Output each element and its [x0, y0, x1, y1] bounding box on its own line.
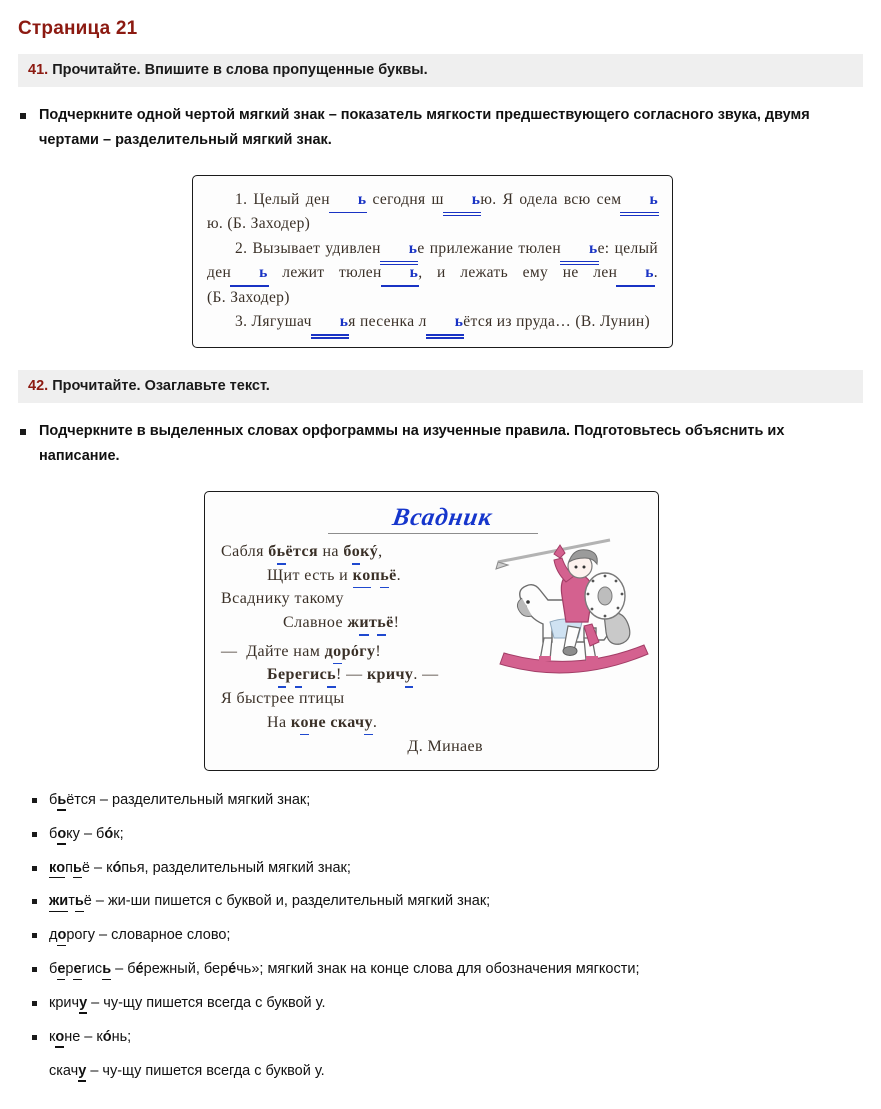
- square-bullet-icon: [20, 113, 26, 119]
- answer-text: кричу – чу-щу пишется всегда с буквой у.: [49, 994, 326, 1011]
- soft-sign-double: ь: [621, 188, 658, 212]
- exercise-42-instruction: [18, 419, 863, 469]
- square-bullet-icon: [32, 1035, 37, 1040]
- exercise-41-answer-box: [192, 175, 673, 348]
- poem-line-8: На коне скачу.: [221, 711, 489, 735]
- square-bullet-icon: [32, 967, 37, 972]
- soft-sign-double: ь: [427, 310, 464, 334]
- poem-line-3: Всаднику такому: [221, 590, 344, 608]
- page-title: Страница 21: [18, 18, 138, 39]
- soft-sign-double: ь: [561, 237, 598, 261]
- list-item: [18, 791, 863, 810]
- soft-sign-single: ь: [330, 188, 367, 212]
- soft-sign-double: ь: [381, 237, 418, 261]
- answer-text: скачу – чу-щу пишется всегда с буквой у.: [49, 1062, 325, 1079]
- sentence-3: 3. Лягушач ья песенка л ьётся из пруда… (В. Лунин): [207, 310, 658, 334]
- soft-sign-single: ь: [382, 261, 419, 285]
- square-bullet-icon: [32, 832, 37, 837]
- poem-line-6: Берегись! — кричу. —: [221, 663, 489, 687]
- exercise-42-header-band: [18, 370, 863, 403]
- list-item: [18, 960, 863, 979]
- square-bullet-icon: [32, 933, 37, 938]
- poem-author: Д. Минаев: [407, 738, 483, 756]
- list-item: [18, 1062, 863, 1081]
- exercise-42-header-text: Прочитайте. Озаглавьте текст.: [52, 377, 270, 394]
- exercise-41-instruction: [18, 103, 863, 153]
- exercise-42-poem-box: [204, 491, 659, 771]
- square-bullet-icon: [32, 899, 37, 904]
- rocking-horse-knight-icon: [492, 534, 652, 684]
- list-item: [18, 825, 863, 844]
- answer-text: берегись – бéрежный, берéчь»; мягкий знак на конце слова для обозначения мягкости;: [49, 961, 640, 978]
- answer-text: коне – кóнь;: [49, 1028, 132, 1045]
- square-bullet-icon: [32, 866, 37, 871]
- square-bullet-icon: [32, 798, 37, 803]
- list-item: [18, 994, 863, 1013]
- answer-text: дорогу – словарное слово;: [49, 927, 231, 944]
- exercise-41-instruction-text: Подчеркните одной чертой мягкий знак – показатель мягкости предшествующего согласного звука, двумя чертами – разделительный мягкий знак.: [39, 107, 810, 149]
- answers-list: [18, 791, 863, 1081]
- list-item: [18, 1028, 863, 1047]
- soft-sign-double: ь: [444, 188, 481, 212]
- square-bullet-icon: [32, 1001, 37, 1006]
- sentence-1: 1. Целый ден ь сегодня ш ью. Я одела всю сем ью. (Б. Заходер): [207, 188, 658, 237]
- answer-text: боку – бóк;: [49, 825, 124, 842]
- square-bullet-spacer: [32, 1069, 37, 1074]
- square-bullet-icon: [20, 429, 26, 435]
- poem-body: [221, 540, 489, 759]
- soft-sign-single: ь: [231, 261, 268, 285]
- list-item: [18, 859, 863, 878]
- poem-title: Всадник: [390, 503, 495, 531]
- answer-text: бьётся – разделительный мягкий знак;: [49, 791, 311, 808]
- sentence-2: 2. Вызывает удивлен ье прилежание тюлен ье: целый ден ь лежит тюлен ь, и лежать ему не лен ь. (Б. Заходер): [207, 237, 658, 310]
- soft-sign-single: ь: [617, 261, 654, 285]
- poem-line-1: Сабля бьётся на бокý,: [221, 540, 489, 564]
- list-item: [18, 926, 863, 945]
- poem-line-5: — Дайте нам дорóгу!: [221, 640, 489, 664]
- exercise-41-header-text: Прочитайте. Впишите в слова пропущенные буквы.: [52, 62, 428, 78]
- poem-line-4: Славное житьё!: [221, 611, 489, 635]
- answer-text: житьё – жи-ши пишется с буквой и, разделительный мягкий знак;: [49, 893, 491, 910]
- exercise-41-number: 41.: [28, 62, 49, 78]
- exercise-42-instruction-text: Подчеркните в выделенных словах орфограммы на изученные правила. Подготовьтесь объяснить их написание.: [39, 423, 785, 464]
- exercise-42-number: 42.: [28, 377, 49, 394]
- poem-line-2: Щит есть и копьё.: [221, 564, 489, 588]
- list-item: [18, 892, 863, 911]
- poem-line-7: Я быстрее птицы: [221, 689, 345, 707]
- answer-text: копьё – кóпья, разделительный мягкий знак;: [49, 859, 351, 876]
- exercise-41-header-band: [18, 54, 863, 87]
- soft-sign-double: ь: [312, 310, 349, 334]
